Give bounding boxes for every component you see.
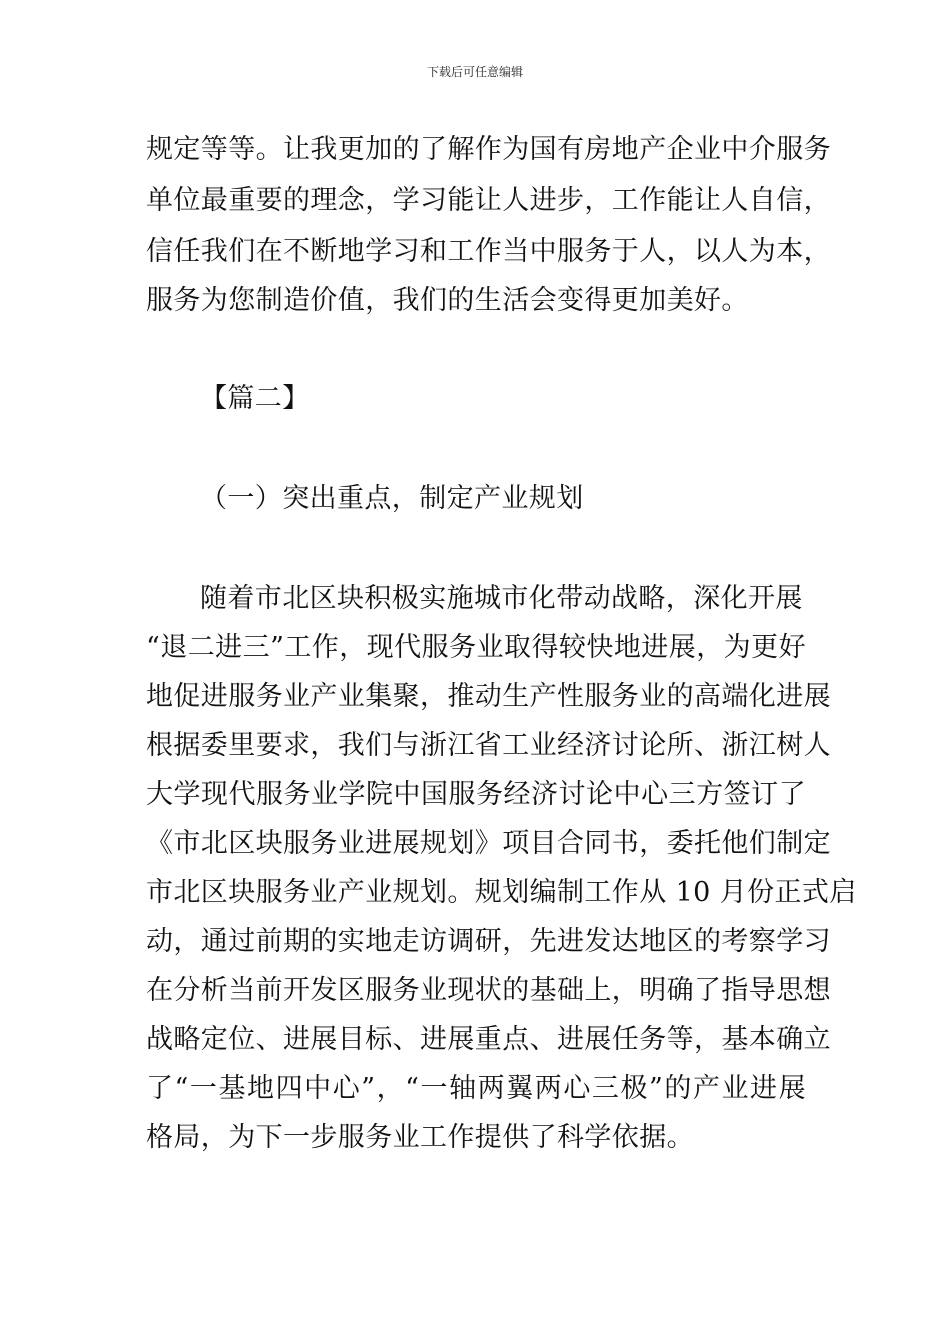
paragraph-line: 单位最重要的理念，学习能让人进步，工作能让人自信，: [146, 185, 831, 216]
paragraph-line: 服务为您制造价值，我们的生活会变得更加美好。: [146, 285, 749, 316]
paragraph-line: “退二进三”工作，现代服务业取得较快地进展，为更好: [146, 632, 806, 663]
paragraph-line: 动，通过前期的实地走访调研，先进发达地区的考察学习: [146, 926, 831, 957]
paragraph-line: 市北区块服务业产业规划。规划编制工作从 10 月份正式启: [146, 877, 857, 908]
subheading: （一）突出重点，制定产业规划: [200, 483, 584, 514]
section-title: 【篇二】: [200, 383, 310, 414]
paragraph-line: 根据委里要求，我们与浙江省工业经济讨论所、浙江树人: [146, 730, 831, 761]
paragraph-line: 格局，为下一步服务业工作提供了科学依据。: [146, 1122, 694, 1153]
paragraph-line: 《市北区块服务业进展规划》项目合同书，委托他们制定: [146, 828, 831, 859]
paragraph-line: 大学现代服务业学院中国服务经济讨论中心三方签订了: [146, 779, 806, 810]
page-header: 下载后可任意编辑: [426, 65, 523, 79]
paragraph-line: 规定等等。让我更加的了解作为国有房地产企业中介服务: [146, 134, 831, 165]
paragraph-line: 地促进服务业产业集聚，推动生产性服务业的高端化进展: [146, 681, 831, 712]
paragraph-line: 在分析当前开发区服务业现状的基础上，明确了指导思想: [146, 975, 831, 1006]
paragraph-line: 了“一基地四中心”，“一轴两翼两心三极”的产业进展: [146, 1073, 806, 1104]
paragraph-line: 战略定位、进展目标、进展重点、进展任务等，基本确立: [146, 1024, 831, 1055]
paragraph-line: 随着市北区块积极实施城市化带动战略，深化开展: [200, 583, 803, 614]
paragraph-line: 信任我们在不断地学习和工作当中服务于人，以人为本，: [146, 236, 831, 267]
